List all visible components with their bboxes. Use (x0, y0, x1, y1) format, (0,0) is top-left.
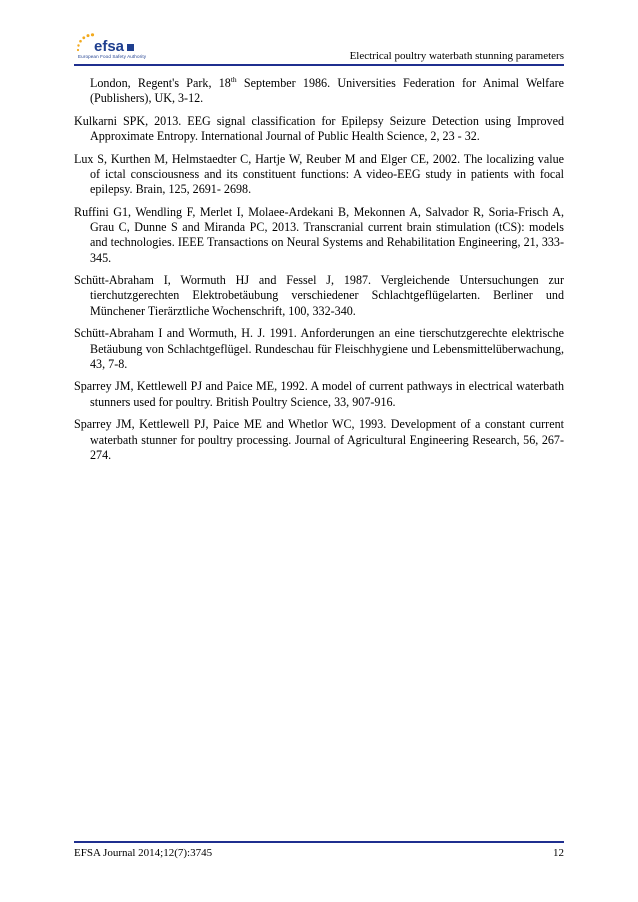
reference-item: Sparrey JM, Kettlewell PJ, Paice ME and Whetlor WC, 1993. Development of a constant current waterbath stunner for poultry processing. Journal of Agricultural Engineering Research, 56, 267-274. (74, 417, 564, 462)
page-header (74, 28, 564, 68)
reference-item: Schütt-Abraham I and Wormuth, H. J. 1991. Anforderungen an eine tierschutzgerechte elektrische Betäubung von Schlachtgeflügel. Rundeschau für Fleischhygiene und Lebensmittelüberwachung, 43, 7-8. (74, 326, 564, 371)
reference-item: Kulkarni SPK, 2013. EEG signal classification for Epilepsy Seizure Detection using Improved Approximate Entropy. International Journal of Public Health Science, 2, 23 - 32. (74, 113, 564, 144)
reference-item: Lux S, Kurthen M, Helmstaedter C, Hartje W, Reuber M and Elger CE, 2002. The localizing value of ictal consciousness and its constituent functions: A video-EEG study in patients with focal epilepsy. Brain, 125, 2691- 2698. (74, 151, 564, 197)
reference-list (74, 76, 564, 470)
reference-item: Ruffini G1, Wendling F, Merlet I, Molaee-Ardekani B, Mekonnen A, Salvador R, Soria-Frisch A, Grau C, Dunne S and Miranda PC, 2013. Transcranial current brain stimulation (tCS): models and technologies. IEEE Transactions on Neural Systems and Rehabilitation Engineering, 21, 333-345. (74, 204, 564, 265)
logo-tagline: European Food Safety Authority (78, 54, 147, 59)
reference-item: London, Regent's Park, 18th September 1986. Universities Federation for Animal Welfare (Publishers), UK, 3-12. (90, 74, 564, 106)
running-header-title: Electrical poultry waterbath stunning parameters (349, 50, 564, 62)
footer-rule (74, 841, 564, 843)
page-number: 12 (553, 847, 564, 859)
efsa-logo-text: efsa (94, 38, 125, 55)
reference-item: Sparrey JM, Kettlewell PJ and Paice ME, 1992. A model of current pathways in electrical waterbath stunners used for poultry. British Poultry Science, 33, 907-916. (74, 379, 564, 409)
reference-item: Schütt-Abraham I, Wormuth HJ and Fessel J, 1987. Vergleichende Untersuchungen zur tierchutzgerechten Elektrobetäubung verschiedener Schlachtgeflügelarten. Berliner und Münchener Tierärztliche Wochenschrift, 100, 332-340. (74, 273, 564, 318)
journal-citation: EFSA Journal 2014;12(7):3745 (74, 847, 213, 859)
efsa-logo (74, 28, 147, 64)
header-rule (74, 64, 564, 66)
page-footer (74, 841, 564, 859)
